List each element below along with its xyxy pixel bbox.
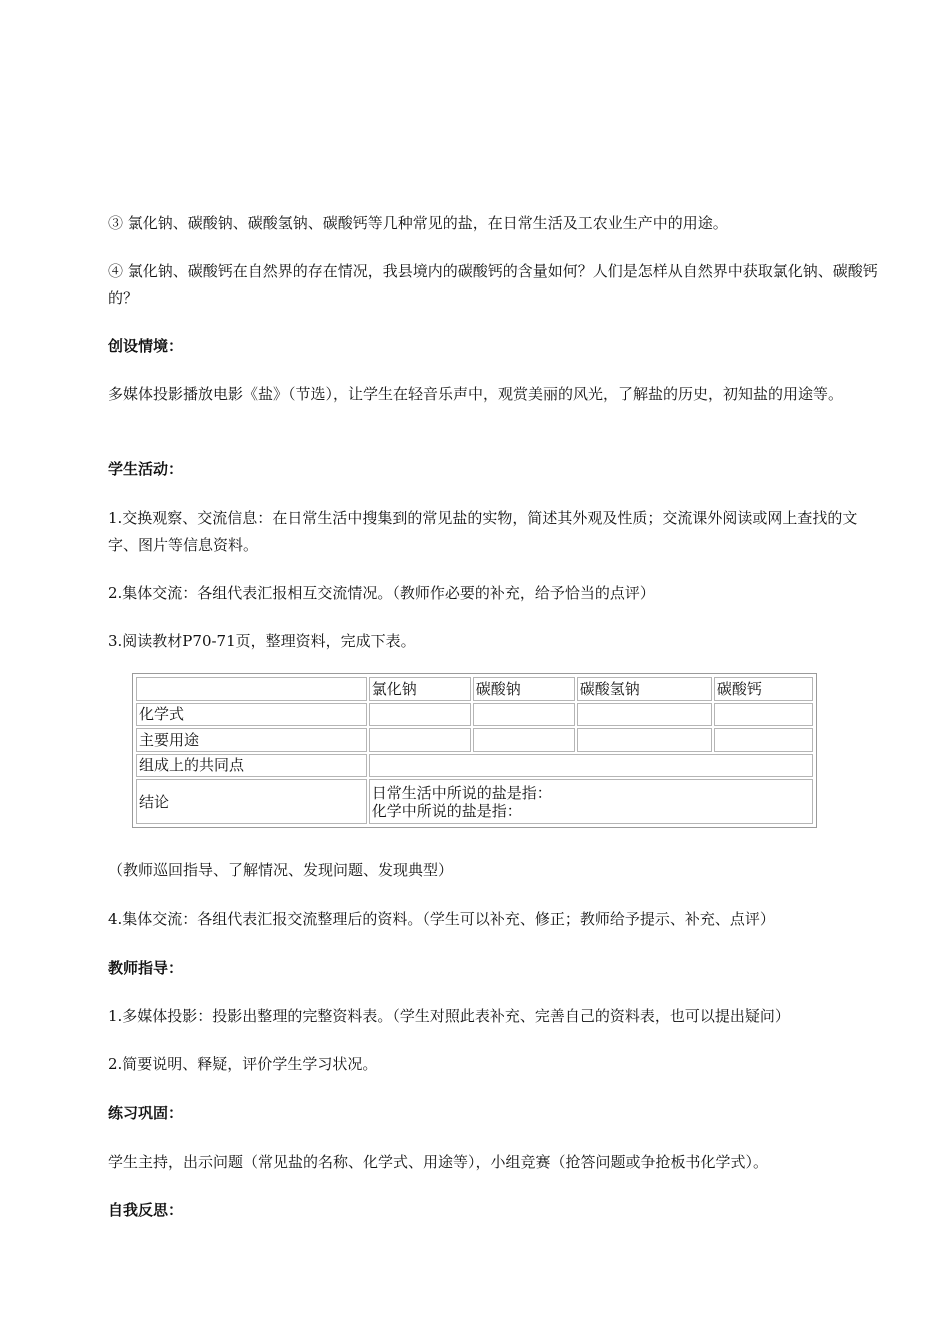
scene-paragraph: 多媒体投影播放电影《盐》（节选），让学生在轻音乐声中，观赏美丽的风光，了解盐的历史，初知盐的用途等。 [108,385,844,403]
heading-self-reflection: 自我反思： [108,1201,184,1219]
table-cell-empty [369,728,471,752]
table-header-cell: 碳酸钙 [714,677,813,701]
objective-item-4: ④ 氯化钠、碳酸钙在自然界的存在情况，我县境内的碳酸钙的含量如何？人们是怎样从自然界中获取氯化钠、碳酸钙的？ [108,262,878,307]
student-activity-4: 4.集体交流：各组代表汇报交流整理后的资料。（学生可以补充、修正；教师给予提示、补充、点评） [108,910,775,928]
table-header-cell: 氯化钠 [369,677,471,701]
salt-comparison-table [132,673,817,828]
row-label-use: 主要用途 [136,728,367,752]
heading-teacher-guide: 教师指导： [108,959,184,977]
table-cell-empty [714,728,813,752]
teacher-guide-2: 2.简要说明、释疑，评价学生学习状况。 [108,1055,378,1073]
table-cell-empty [473,728,575,752]
conclusion-line-1: 日常生活中所说的盐是指： [371,783,552,802]
table-header-cell: 碳酸氢钠 [577,677,712,701]
table-row [136,754,813,778]
table-cell-empty [714,703,813,727]
table-cell-empty [577,728,712,752]
student-activity-3: 3.阅读教材P70-71页，整理资料，完成下表。 [108,632,416,650]
heading-create-scene: 创设情境： [108,337,184,355]
table-cell-empty [577,703,712,727]
conclusion-cell [369,779,813,824]
row-label-formula: 化学式 [136,703,367,727]
table-header-cell: 碳酸钠 [473,677,575,701]
table-row [136,703,813,727]
teacher-guide-1: 1.多媒体投影：投影出整理的完整资料表。（学生对照此表补充、完善自己的资料表，也可以提出疑问） [108,1007,790,1025]
table-cell-empty [369,703,471,727]
table-row [136,779,813,824]
table-cell-empty [369,754,813,778]
heading-practice: 练习巩固： [108,1104,184,1122]
heading-student-activity: 学生活动： [108,460,184,478]
student-activity-2: 2.集体交流：各组代表汇报相互交流情况。（教师作必要的补充，给予恰当的点评） [108,584,655,602]
table-header-cell [136,677,367,701]
conclusion-line-2: 化学中所说的盐是指： [371,801,522,820]
table-row [136,728,813,752]
row-label-common: 组成上的共同点 [136,754,367,778]
row-label-conclusion: 结论 [136,779,367,824]
table-header-row [136,677,813,701]
practice-paragraph: 学生主持，出示问题（常见盐的名称、化学式、用途等），小组竞赛（抢答问题或争抢板书化学式）。 [108,1153,769,1171]
objective-item-3: ③ 氯化钠、碳酸钠、碳酸氢钠、碳酸钙等几种常见的盐，在日常生活及工农业生产中的用途。 [108,214,728,232]
teacher-note: （教师巡回指导、了解情况、发现问题、发现典型） [108,861,454,879]
student-activity-1: 1.交换观察、交流信息：在日常生活中搜集到的常见盐的实物，简述其外观及性质；交流课外阅读或网上查找的文字、图片等信息资料。 [108,509,858,554]
table-cell-empty [473,703,575,727]
